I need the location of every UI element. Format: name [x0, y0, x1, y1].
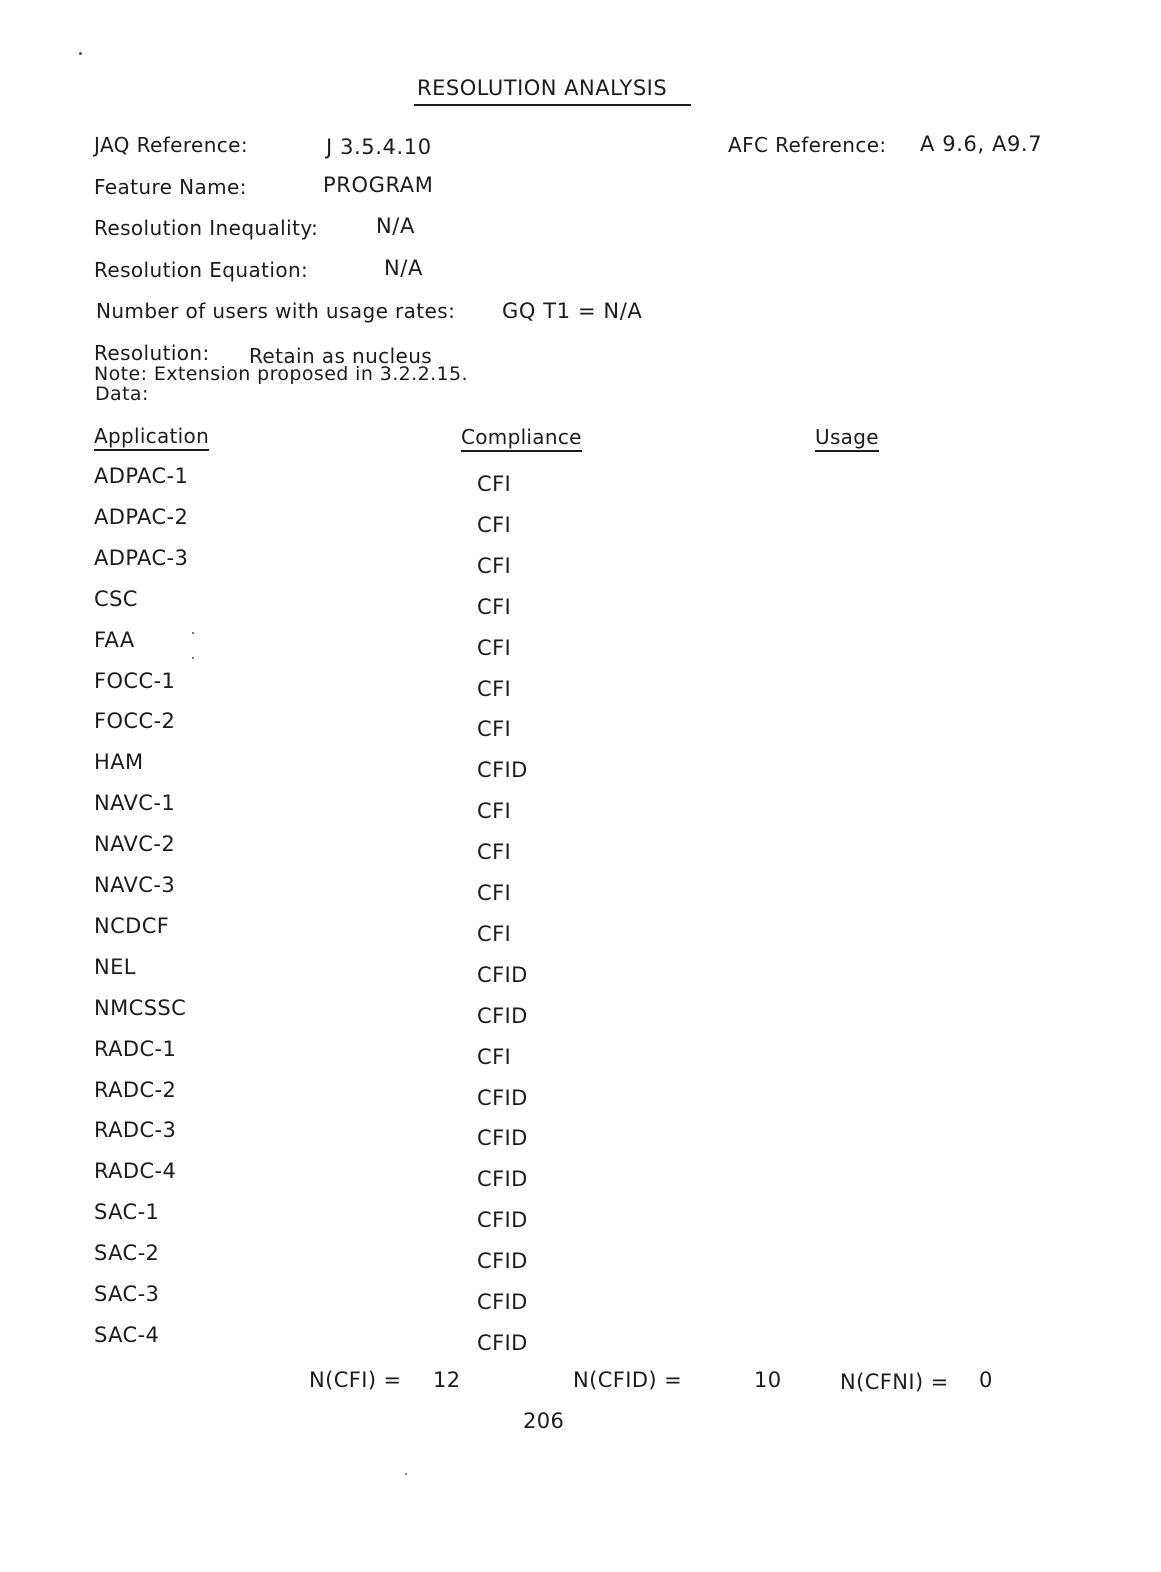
- resolution-equation-label: Resolution Equation:: [94, 258, 309, 282]
- afc-reference-value: A 9.6, A9.7: [920, 132, 1043, 156]
- cfi-total-value: 12: [433, 1368, 461, 1392]
- feature-name-value: PROGRAM: [323, 173, 434, 197]
- cfi-total-label: N(CFI) =: [309, 1368, 402, 1392]
- afc-reference-label: AFC Reference:: [728, 133, 887, 157]
- column-header-usage: Usage: [815, 427, 879, 452]
- application-cell: NAVC-1: [94, 791, 176, 815]
- compliance-cell: CFID: [477, 758, 528, 782]
- feature-name-label: Feature Name:: [94, 175, 247, 199]
- compliance-cell: CFI: [477, 636, 512, 660]
- compliance-cell: CFID: [477, 1004, 528, 1028]
- compliance-cell: CFI: [477, 881, 512, 905]
- compliance-cell: CFI: [477, 677, 512, 701]
- scan-speck: [192, 657, 194, 659]
- compliance-cell: CFI: [477, 1045, 512, 1069]
- resolution-inequality-value: N/A: [376, 214, 415, 238]
- application-cell: NCDCF: [94, 914, 170, 938]
- application-cell: SAC-1: [94, 1200, 160, 1224]
- application-cell: FOCC-2: [94, 709, 176, 733]
- compliance-cell: CFID: [477, 1290, 528, 1314]
- jaq-reference-label: JAQ Reference:: [94, 133, 249, 157]
- compliance-cell: CFI: [477, 472, 512, 496]
- page-title: RESOLUTION ANALYSIS: [417, 76, 668, 100]
- application-cell: ADPAC-3: [94, 546, 189, 570]
- resolution-equation-value: N/A: [384, 256, 423, 280]
- users-usage-value: GQ T1 = N/A: [502, 299, 643, 323]
- column-header-compliance: Compliance: [461, 427, 582, 452]
- application-cell: NEL: [94, 955, 136, 979]
- compliance-cell: CFID: [477, 1126, 528, 1150]
- application-cell: SAC-3: [94, 1282, 160, 1306]
- compliance-cell: CFI: [477, 595, 512, 619]
- application-cell: RADC-2: [94, 1078, 177, 1102]
- application-cell: NMCSSC: [94, 996, 187, 1020]
- compliance-cell: CFI: [477, 554, 512, 578]
- compliance-cell: CFID: [477, 1331, 528, 1355]
- application-cell: SAC-2: [94, 1241, 160, 1265]
- scan-speck: [192, 632, 194, 634]
- application-cell: CSC: [94, 587, 138, 611]
- cfni-total-value: 0: [979, 1368, 993, 1392]
- application-cell: NAVC-2: [94, 832, 176, 856]
- title-underline: [414, 104, 691, 106]
- scan-speck: [405, 1473, 407, 1475]
- application-cell: RADC-3: [94, 1118, 177, 1142]
- jaq-reference-value: J 3.5.4.10: [326, 135, 432, 159]
- application-cell: ADPAC-1: [94, 464, 189, 488]
- scan-speck: [79, 52, 82, 55]
- compliance-cell: CFI: [477, 513, 512, 537]
- application-cell: SAC-4: [94, 1323, 160, 1347]
- application-cell: HAM: [94, 750, 144, 774]
- cfni-total-label: N(CFNI) =: [840, 1370, 949, 1394]
- application-cell: ADPAC-2: [94, 505, 189, 529]
- cfid-total-label: N(CFID) =: [573, 1368, 683, 1392]
- users-usage-label: Number of users with usage rates:: [96, 299, 456, 323]
- application-cell: RADC-4: [94, 1159, 177, 1183]
- compliance-cell: CFI: [477, 922, 512, 946]
- resolution-label: Resolution:: [94, 341, 210, 365]
- resolution-inequality-label: Resolution Inequality:: [94, 216, 319, 240]
- compliance-cell: CFID: [477, 1249, 528, 1273]
- compliance-cell: CFI: [477, 717, 512, 741]
- resolution-value: Retain as nucleus: [249, 344, 433, 368]
- page-number: 206: [523, 1409, 565, 1433]
- application-cell: FAA: [94, 628, 135, 652]
- compliance-cell: CFID: [477, 1086, 528, 1110]
- column-header-application: Application: [94, 426, 209, 451]
- data-label: Data:: [95, 383, 149, 405]
- application-cell: NAVC-3: [94, 873, 176, 897]
- compliance-cell: CFID: [477, 963, 528, 987]
- compliance-cell: CFID: [477, 1208, 528, 1232]
- note-text: Note: Extension proposed in 3.2.2.15.: [94, 363, 468, 385]
- application-cell: RADC-1: [94, 1037, 177, 1061]
- compliance-cell: CFID: [477, 1167, 528, 1191]
- cfid-total-value: 10: [754, 1368, 782, 1392]
- compliance-cell: CFI: [477, 799, 512, 823]
- application-cell: FOCC-1: [94, 669, 176, 693]
- compliance-cell: CFI: [477, 840, 512, 864]
